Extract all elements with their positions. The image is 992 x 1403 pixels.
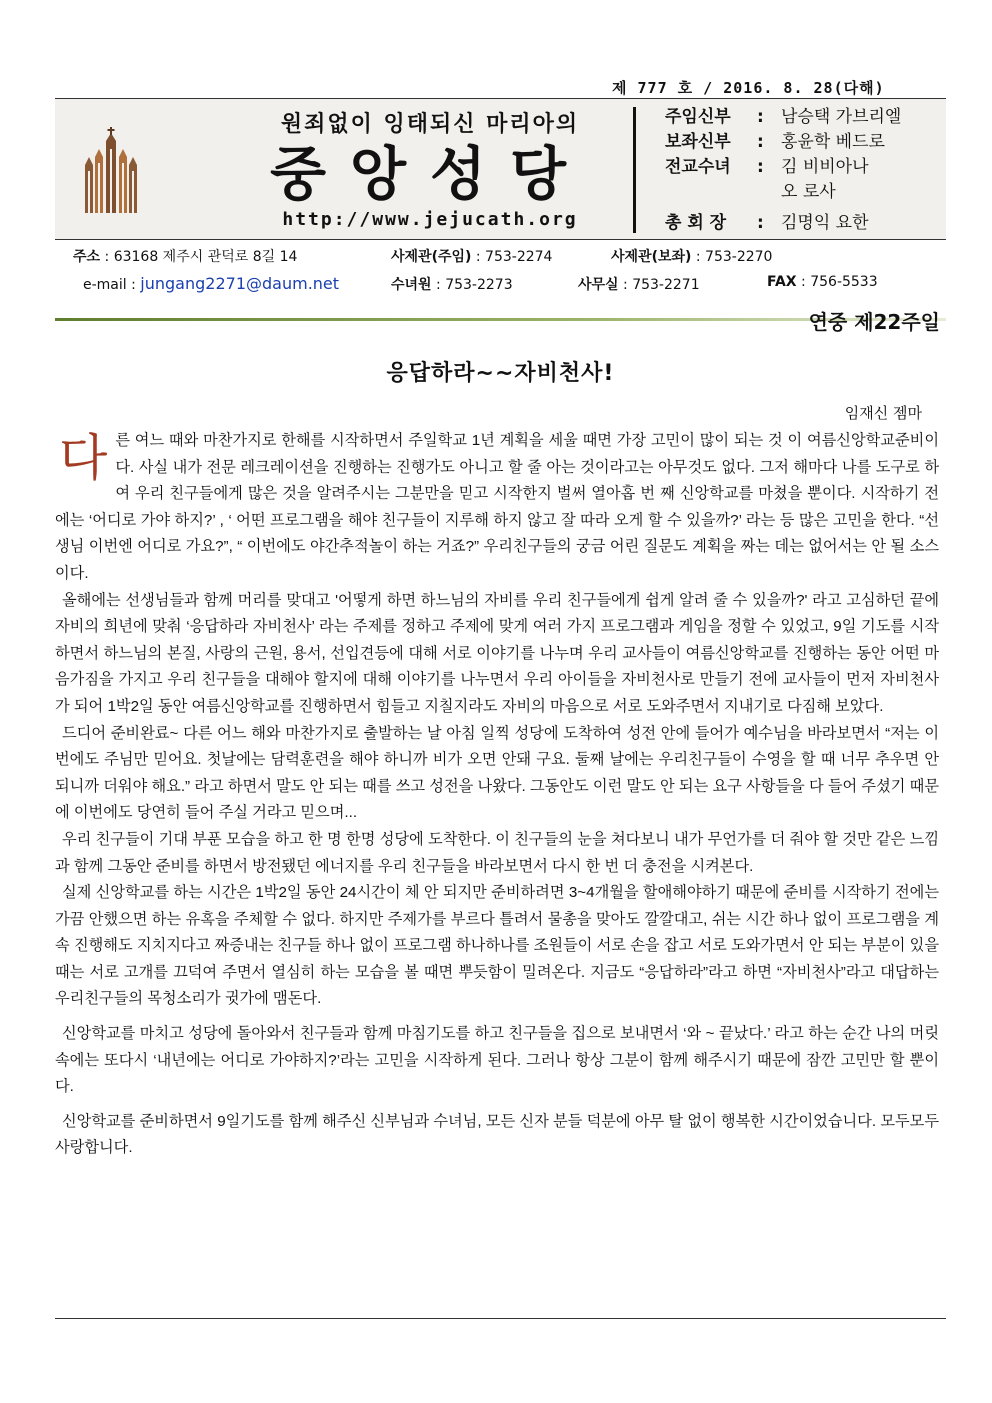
article-author: 임재신 젬마 [844,404,922,422]
email-label: e-mail [83,277,127,293]
masthead-divider [633,107,636,233]
fax-label: FAX [767,274,797,290]
church-name: 중앙성당 [269,140,591,208]
rectory-main-label: 사제관(주임) [391,249,472,265]
staff-role: 보좌신부 [665,132,731,152]
staff-row [665,211,945,236]
convent: 수녀원 : 753-2273 [391,277,513,293]
staff-name: 오 로사 [781,182,836,202]
website-url[interactable]: http://www.jejucath.org [282,209,578,230]
convent-value: 753-2273 [445,277,513,293]
paragraph [55,428,939,588]
staff-role: 주임신부 [665,107,731,127]
issue-number: 제 777 호 / 2016. 8. 28(다해) [612,79,885,97]
staff-colon: : [757,132,764,152]
address-value: 63168 제주시 관덕로 8길 14 [113,249,298,265]
church-spires-icon [79,127,143,215]
staff-name: 김명익 요한 [781,213,869,233]
staff-name: 홍윤학 베드로 [781,132,885,152]
staff-row [665,180,945,205]
staff-role: 전교수녀 [665,157,731,177]
staff-name: 남승택 가브리엘 [781,107,902,127]
rectory-main-value: 753-2274 [485,249,553,265]
rectory-assist-label: 사제관(보좌) [611,249,692,265]
office: 사무실 : 753-2271 [578,277,700,293]
contact-line-2 [55,274,946,302]
staff-row [665,130,945,155]
office-value: 753-2271 [632,277,700,293]
convent-label: 수녀원 [391,277,432,293]
paragraph: 드디어 준비완료~ 다른 어느 해와 마찬가지로 출발하는 날 아침 일찍 성당에 도착하여 성전 안에 들어가 예수님을 바라보면서 “저는 이번에도 주님만 믿어요. 첫날에는 담력훈련을 해야 하니까 비가 오면 안돼 구요. 둘째 날에는 우리친구들이 수영을 할 때 너무 추우면 안 되니까 더워야 해요.” 라고 하면서 말도 안 되는 때를 쓰고 성전을 나왔다. 그동안도 이런 말도 안 되는 요구 사항들을 다 들어 주셨기 때문에 이번에도 당연히 들어 주실 거라고 믿으며... [55,724,939,822]
rectory-assist-value: 753-2270 [705,249,773,265]
paragraph: 실제 신앙학교를 하는 시간은 1박2일 동안 24시간이 체 안 되지만 준비하려면 3~4개월을 할애해야하기 때문에 준비를 시작하기 전에는 가끔 안했으면 하는 유혹을 주체할 수 없다. 하지만 주제가를 부르다 틀려서 물총을 맞아도 깔깔대고, 쉬는 시간 하나 없이 프로그램을 계속 진행해도 지치지다고 짜증내는 친구들 하나 없이 프로그램 하나하나를 조원들이 서로 손을 잡고 서로 도와가면서 안 되는 부분이 있을 때는 서로 고개를 끄덕여 주면서 열심히 하는 모습을 볼 때면 뿌듯함이 밀려온다. 지금도 “응답하라”라고 하면 “자비천사”라고 대답하는 우리친구들의 목청소리가 귓가에 맴돈다. [55,884,939,1008]
address: 주소 : 63168 제주시 관덕로 8길 14 [73,249,298,265]
tagline: 원죄없이 잉태되신 마리아의 [280,112,580,137]
office-label: 사무실 [578,277,619,293]
paragraph-text: 른 여느 때와 마찬가지로 한해를 시작하면서 주일학교 1년 계획을 세울 때면 가장 고민이 많이 되는 것 이 여름신앙학교준비이다. 사실 내가 전문 레크레이션을 진행하는 진행가도 아니고 할 줄 아는 것이라고는 아무것도 없다. 그저 해마다 나를 도구로 하여 우리 친구들에게 많은 것을 알려주시는 그분만을 믿고 시작한지 벌써 열아홉 번 째 신앙학교를 마쳤을 뿐이다. 시작하기 전에는 ‘어디로 가야 하지?’ , ‘ 어떤 프로그램을 해야 친구들이 지루해 하지 않고 잘 따라 오게 할 수 있을까?’ 라는 등 많은 고민을 한다. “선생님 이번엔 어디로 가요?”, “ 이번에도 야간추적놀이 하는 거죠?” 우리친구들의 궁금 어린 질문도 계획을 짜는 데는 없어서는 안 될 소스이다. [55,432,939,582]
staff-role: 총 회 장 [665,213,727,233]
drop-cap: 다 [59,429,108,487]
contact-line-1 [55,246,946,274]
contact-info [55,246,946,302]
email: e-mail : jungang2271@daum.net [83,274,340,293]
liturgical-week: 연중 제22주일 [808,310,940,334]
article-body [55,428,939,1162]
address-label: 주소 [73,249,101,265]
article-title: 응답하라~~자비천사! [386,361,615,386]
masthead [55,98,946,240]
paragraph: 신앙학교를 준비하면서 9일기도를 함께 해주신 신부님과 수녀님, 모든 신자 분들 덕분에 아무 탈 없이 행복한 시간이었습니다. 모두모두 사랑합니다. [55,1112,939,1157]
staff-colon: : [757,213,764,233]
staff-list [665,105,945,236]
email-link[interactable]: jungang2271@daum.net [140,274,340,293]
staff-name: 김 비비아나 [781,157,869,177]
footer-rule [55,1318,946,1319]
fax: FAX : 756-5533 [767,274,878,290]
paragraph: 올해에는 선생님들과 함께 머리를 맞대고 '어떻게 하면 하느님의 자비를 우리 친구들에게 쉽게 알려 줄 수 있을까?' 라고 고심하던 끝에 자비의 희년에 맞춰 ‘응답하라 자비천사’ 라는 주제를 정하고 주제에 맞게 여러 가지 프로그램과 게임을 정할 수 있었고, 9일 기도를 시작하면서 하느님의 본질, 사랑의 근원, 용서, 선입견등에 대해 서로 이야기를 나누며 우리 교사들이 여름신앙학교를 진행하는 동안 어떤 마음가짐을 가지고 우리 친구들을 대해야 할지에 대해 이야기를 나누면서 우리 아이들을 자비천사로 만들기 전에 교사들이 먼저 자비천사가 되어 1박2일 동안 여름신앙학교를 진행하면서 힘들고 지칠지라도 자비의 마음으로 서로 도와주면서 지내기로 다짐해 보았다. [55,591,939,715]
paragraph: 신앙학교를 마치고 성당에 돌아와서 친구들과 함께 마침기도를 하고 친구들을 집으로 보내면서 ‘와 ~ 끝났다.’ 라고 하는 순간 나의 머릿속에는 또다시 ‘내년에는 어디로 가야하지?’라는 고민을 시작하게 된다. 그러나 항상 그분이 함께 해주시기 때문에 잠깐 고민만 할 뿐이다. [55,1025,939,1096]
rectory-main: 사제관(주임) : 753-2274 [391,249,553,265]
staff-row [665,105,945,130]
paragraph: 우리 친구들이 기대 부푼 모습을 하고 한 명 한명 성당에 도착한다. 이 친구들의 눈을 쳐다보니 내가 무언가를 더 줘야 할 것만 같은 느낌과 함께 그동안 준비를 하면서 방전됐던 에너지를 우리 친구들을 바라보면서 다시 한 번 더 충전을 시켜본다. [55,830,939,875]
rectory-assist: 사제관(보좌) : 753-2270 [611,249,773,265]
staff-colon: : [757,107,764,127]
fax-value: 756-5533 [810,274,878,290]
staff-row [665,155,945,180]
staff-colon: : [757,157,764,177]
